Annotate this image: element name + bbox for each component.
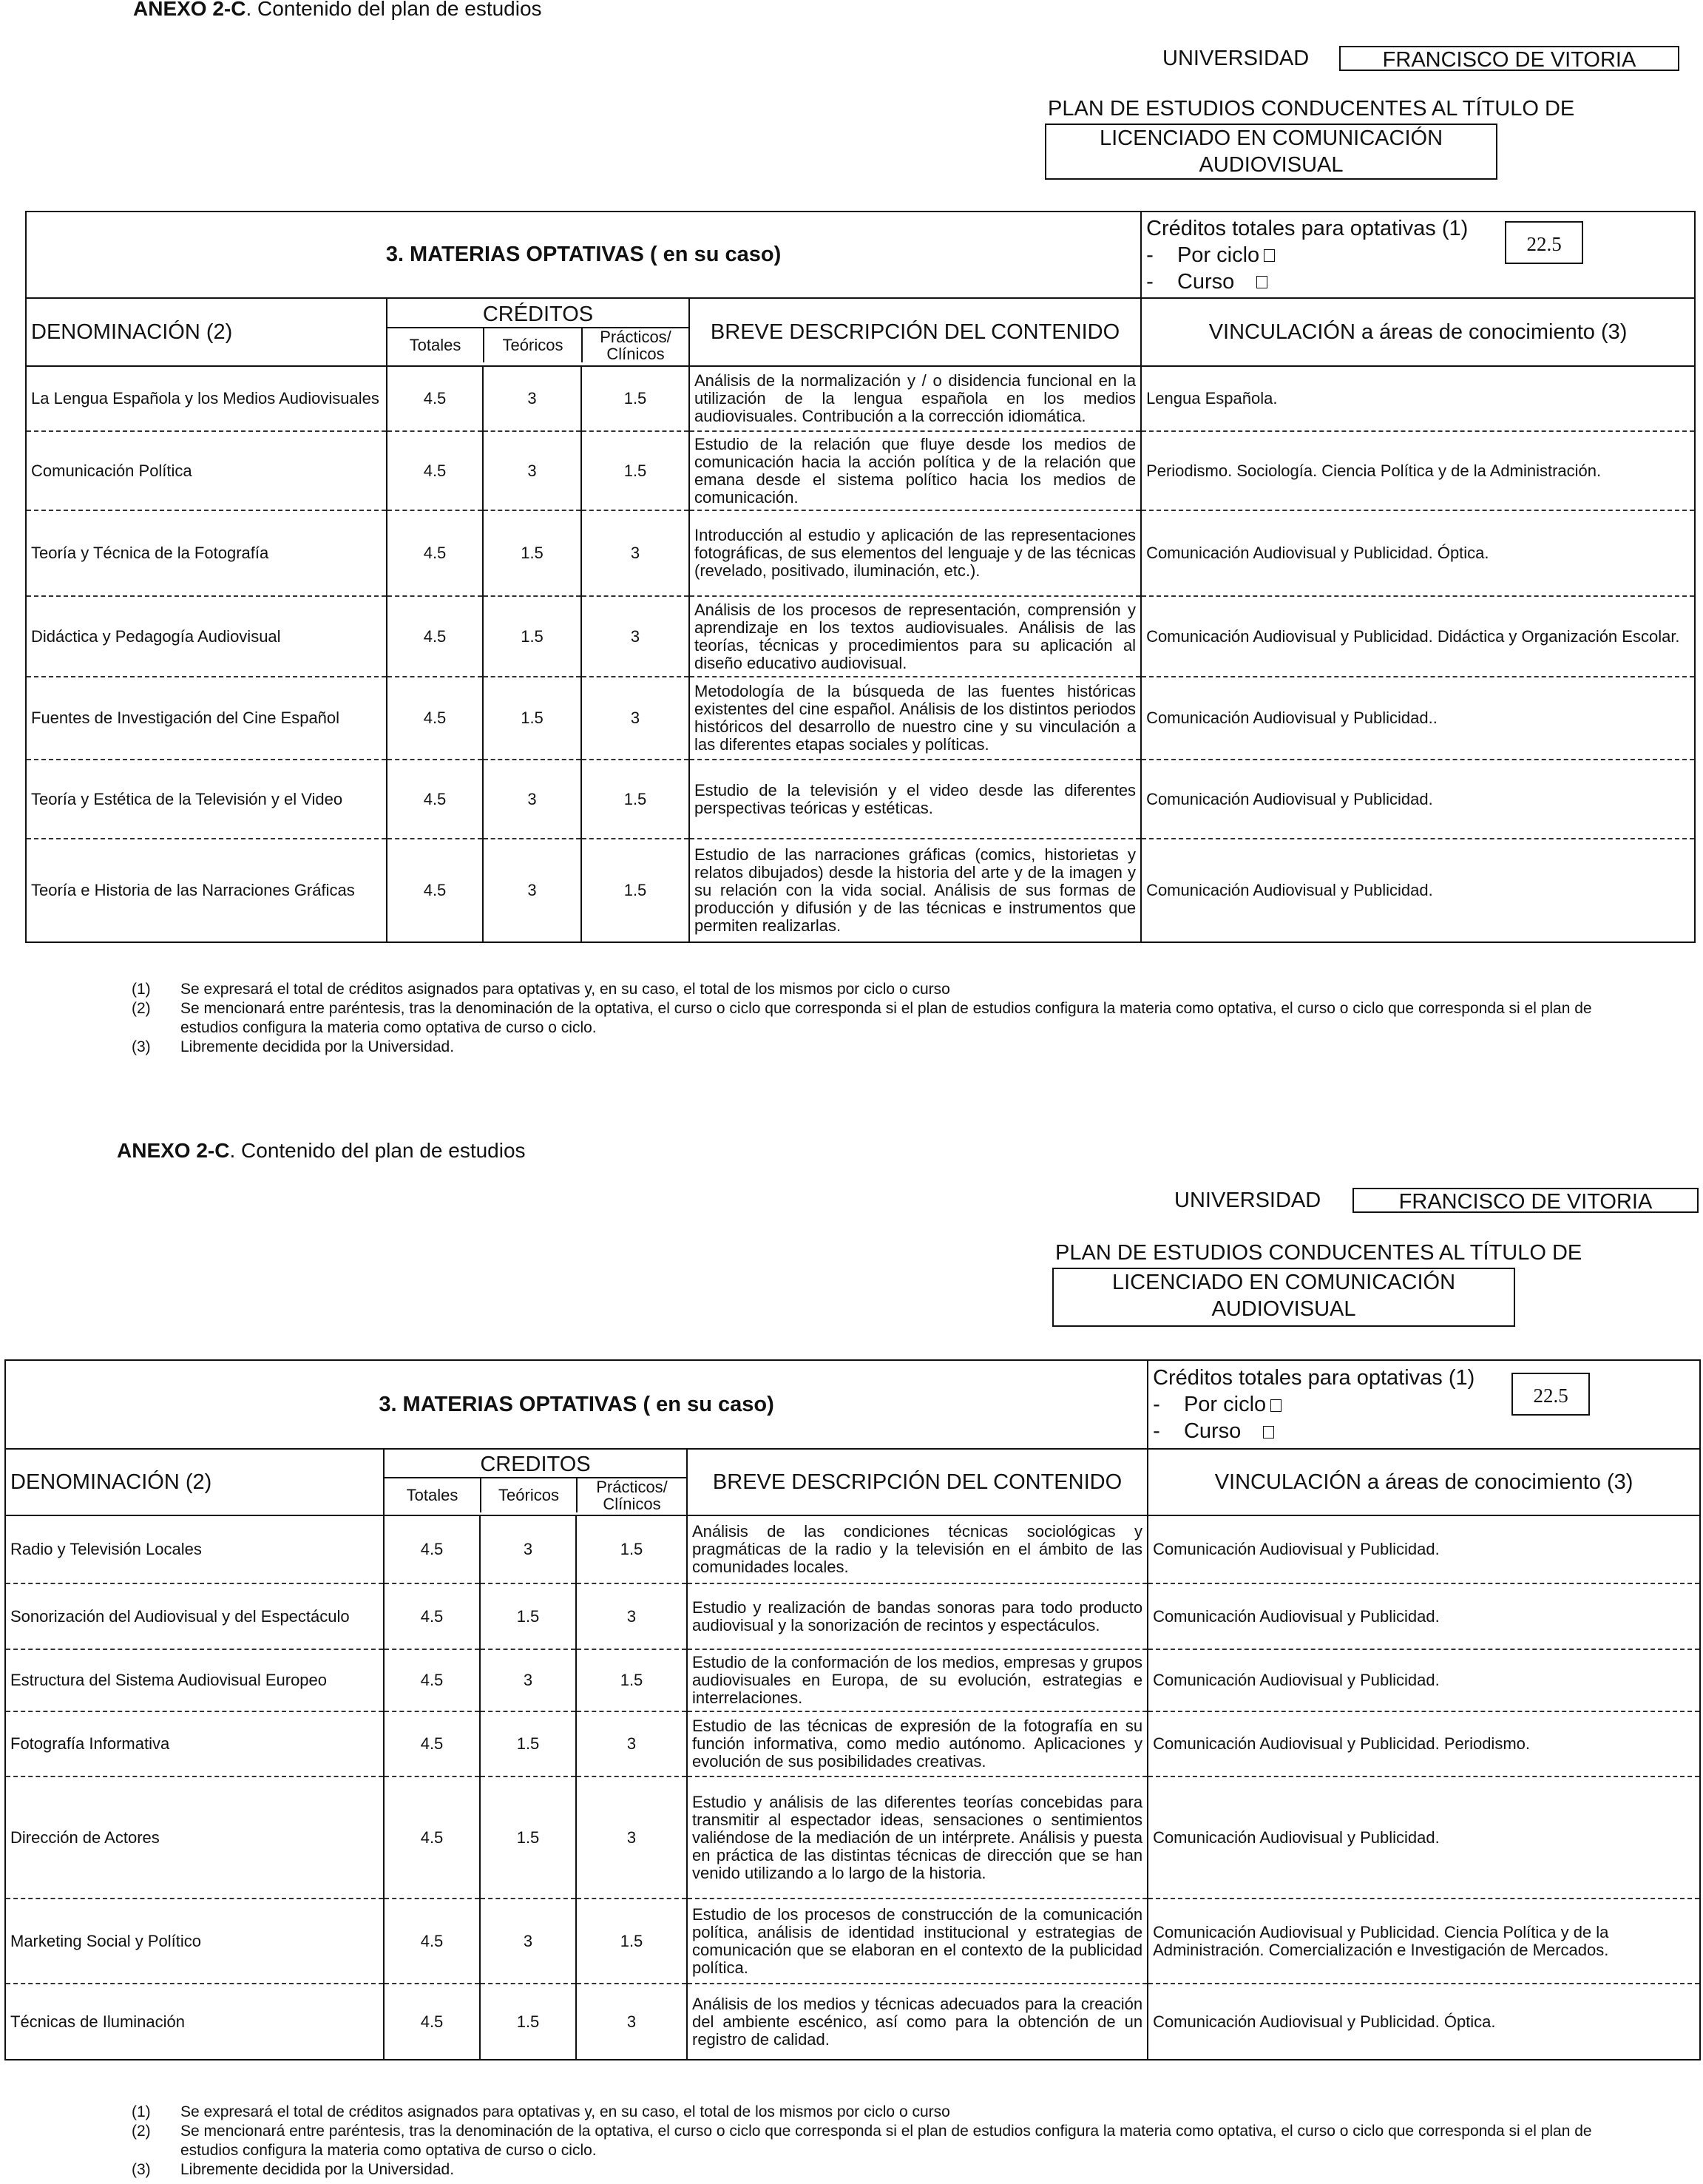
materias-title: 3. MATERIAS OPTATIVAS ( en su caso)	[26, 212, 1141, 298]
row-denominacion: Didáctica y Pedagogía Audiovisual	[26, 596, 387, 677]
curso-checkbox[interactable]	[1263, 1426, 1274, 1438]
row-totales: 4.5	[384, 1515, 480, 1583]
table-row	[5, 1899, 1700, 1984]
row-practicos: 1.5	[581, 366, 689, 431]
row-totales: 4.5	[384, 1711, 480, 1776]
creditos-totales-cell	[1148, 1360, 1700, 1449]
row-descripcion: Estudio de las narraciones gráficas (comics, historietas y relatos dibujados) desde la historia del arte y de la imagen y su relación con la vida social. Análisis de sus formas de producción y difusión y de las técnicas e instrumentos que permiten realizarlas.	[689, 839, 1141, 942]
curso-label: Curso	[1176, 269, 1235, 294]
row-totales: 4.5	[387, 596, 483, 677]
table-row	[5, 1984, 1700, 2060]
plan-label: PLAN DE ESTUDIOS CONDUCENTES AL TÍTULO DE	[1048, 97, 1575, 121]
row-descripcion: Estudio y análisis de las diferentes teorías concebidas para transmitir al espectador ideas, sensaciones o sentimientos valiéndose de la mediación de un intérprete. Análisis y puesta en práctica de las distintas técnicas de dirección que se han venido utilizando a lo largo de la historia.	[687, 1776, 1148, 1899]
titulo-line-2: AUDIOVISUAL	[1211, 1297, 1356, 1321]
row-teoricos: 1.5	[483, 510, 581, 596]
row-totales: 4.5	[387, 839, 483, 942]
row-denominacion: Teoría y Estética de la Televisión y el Video	[26, 760, 387, 839]
row-vinculacion: Lengua Española.	[1141, 366, 1695, 431]
materias-title: 3. MATERIAS OPTATIVAS ( en su caso)	[5, 1360, 1148, 1449]
row-descripcion: Estudio de los procesos de construcción de la comunicación política, análisis de identidad institucional y estrategias de comunicación que se elaboran en el contexto de la publicidad política.	[687, 1899, 1148, 1984]
col-totales: Totales	[406, 1486, 458, 1504]
row-teoricos: 3	[483, 839, 581, 942]
titulo-line-1: LICENCIADO EN COMUNICACIÓN	[1099, 126, 1443, 150]
row-totales: 4.5	[384, 1649, 480, 1711]
footnote: (3) Libremente decidida por la Universidad.	[132, 2161, 455, 2178]
universidad-label: UNIVERSIDAD	[1174, 1189, 1321, 1212]
table-row	[5, 1776, 1700, 1899]
table-row	[5, 1515, 1700, 1583]
row-denominacion: Sonorización del Audiovisual y del Espectáculo	[5, 1583, 384, 1649]
row-denominacion: Estructura del Sistema Audiovisual Europeo	[5, 1649, 384, 1711]
row-practicos: 3	[576, 1776, 687, 1899]
col-creditos-label: CREDITOS	[385, 1453, 686, 1478]
row-descripcion: Estudio de las técnicas de expresión de la fotografía en su función informativa, como medio autónomo. Aplicaciones y evolución de sus posibilidades creativas.	[687, 1711, 1148, 1776]
row-teoricos: 1.5	[480, 1776, 576, 1899]
col-creditos	[384, 1449, 687, 1515]
row-teoricos: 3	[483, 431, 581, 510]
row-vinculacion: Comunicación Audiovisual y Publicidad. Óptica.	[1141, 510, 1695, 596]
por-ciclo-checkbox[interactable]	[1270, 1399, 1282, 1412]
row-totales: 4.5	[384, 1984, 480, 2060]
row-practicos: 1.5	[576, 1649, 687, 1711]
row-totales: 4.5	[384, 1899, 480, 1984]
footnote: (3) Libremente decidida por la Universidad.	[132, 1038, 455, 1055]
col-creditos	[387, 298, 689, 366]
row-denominacion: Marketing Social y Político	[5, 1899, 384, 1984]
row-teoricos: 3	[480, 1649, 576, 1711]
col-vinculacion: VINCULACIÓN a áreas de conocimiento (3)	[1148, 1449, 1700, 1515]
row-teoricos: 1.5	[483, 596, 581, 677]
row-vinculacion: Comunicación Audiovisual y Publicidad.	[1148, 1649, 1700, 1711]
creditos-totales-label: Créditos totales para optativas (1)	[1146, 216, 1469, 240]
col-practicos: Prácticos/ Clínicos	[577, 1478, 686, 1512]
row-practicos: 1.5	[581, 760, 689, 839]
curso-line: - Curso	[1153, 1418, 1695, 1444]
row-vinculacion: Comunicación Audiovisual y Publicidad. Periodismo.	[1148, 1711, 1700, 1776]
row-vinculacion: Comunicación Audiovisual y Publicidad.	[1148, 1776, 1700, 1899]
row-vinculacion: Periodismo. Sociología. Ciencia Política y de la Administración.	[1141, 431, 1695, 510]
curso-line: - Curso	[1146, 268, 1690, 295]
titulo-box	[1045, 124, 1497, 180]
table-row	[5, 1649, 1700, 1711]
universidad-value: FRANCISCO DE VITORIA	[1352, 1188, 1699, 1213]
por-ciclo-line: - Por ciclo	[1146, 242, 1690, 268]
row-descripcion: Estudio de la televisión y el video desde las diferentes perspectivas teóricas y estéticas.	[689, 760, 1141, 839]
row-totales: 4.5	[387, 677, 483, 760]
row-practicos: 1.5	[581, 839, 689, 942]
row-practicos: 3	[581, 510, 689, 596]
footnote: (1) Se expresará el total de créditos asignados para optativas y, en su caso, el total de los mismos por ciclo o curso	[132, 2103, 950, 2120]
table-row	[26, 839, 1695, 942]
row-vinculacion: Comunicación Audiovisual y Publicidad. Didáctica y Organización Escolar.	[1141, 596, 1695, 677]
creditos-totales-value: 22.5	[1511, 1373, 1590, 1416]
table-row	[26, 596, 1695, 677]
row-denominacion: Comunicación Política	[26, 431, 387, 510]
row-teoricos: 3	[480, 1515, 576, 1583]
row-teoricos: 1.5	[480, 1711, 576, 1776]
row-practicos: 1.5	[576, 1899, 687, 1984]
row-denominacion: Técnicas de Iluminación	[5, 1984, 384, 2060]
row-practicos: 3	[581, 677, 689, 760]
col-descripcion: BREVE DESCRIPCIÓN DEL CONTENIDO	[687, 1449, 1148, 1515]
row-totales: 4.5	[387, 510, 483, 596]
table-row	[26, 366, 1695, 431]
table-row	[26, 510, 1695, 596]
curso-checkbox[interactable]	[1256, 276, 1267, 288]
row-descripcion: Introducción al estudio y aplicación de las representaciones fotográficas, de sus elementos del lenguaje y de las técnicas (revelado, positivado, iluminación, etc.).	[689, 510, 1141, 596]
row-descripcion: Estudio de la relación que fluye desde los medios de comunicación hacia la acción política y de la relación que emana desde el sistema político hacia los medios de comunicación.	[689, 431, 1141, 510]
col-descripcion: BREVE DESCRIPCIÓN DEL CONTENIDO	[689, 298, 1141, 366]
titulo-line-1: LICENCIADO EN COMUNICACIÓN	[1111, 1271, 1456, 1294]
row-practicos: 1.5	[576, 1515, 687, 1583]
row-teoricos: 3	[483, 760, 581, 839]
footnote: (1) Se expresará el total de créditos asignados para optativas y, en su caso, el total de los mismos por ciclo o curso	[132, 981, 950, 998]
row-totales: 4.5	[387, 760, 483, 839]
row-teoricos: 1.5	[480, 1984, 576, 2060]
footnote: (2) Se mencionará entre paréntesis, tras la denominación de la optativa, el curso o ciclo que corresponda si el plan de estudios configura la materia como optativa, el curso o ciclo que corresponda si el plan de estudios configura la materia como optativa de curso o ciclo.	[132, 1000, 1592, 1036]
row-teoricos: 3	[480, 1899, 576, 1984]
footnote: (2) Se mencionará entre paréntesis, tras la denominación de la optativa, el curso o ciclo que corresponda si el plan de estudios configura la materia como optativa, el curso o ciclo que corresponda si el plan de estudios configura la materia como optativa de curso o ciclo.	[132, 2123, 1592, 2159]
col-teoricos: Teóricos	[484, 328, 582, 362]
row-practicos: 3	[576, 1984, 687, 2060]
row-teoricos: 1.5	[483, 677, 581, 760]
row-denominacion: Teoría e Historia de las Narraciones Gráficas	[26, 839, 387, 942]
footnotes	[132, 980, 1603, 1057]
row-practicos: 3	[581, 596, 689, 677]
table-row	[5, 1583, 1700, 1649]
row-vinculacion: Comunicación Audiovisual y Publicidad.	[1141, 839, 1695, 942]
row-descripcion: Análisis de la normalización y / o disidencia funcional en la utilización de la lengua española en los medios audiovisuales. Contribución a la corrección idiomática.	[689, 366, 1141, 431]
plan-label: PLAN DE ESTUDIOS CONDUCENTES AL TÍTULO DE	[1055, 1241, 1582, 1265]
row-denominacion: Radio y Televisión Locales	[5, 1515, 384, 1583]
col-teoricos: Teóricos	[481, 1478, 577, 1512]
row-denominacion: Fuentes de Investigación del Cine Español	[26, 677, 387, 760]
annex-heading: ANEXO 2-C. Contenido del plan de estudios	[117, 1139, 526, 1162]
row-vinculacion: Comunicación Audiovisual y Publicidad. Ciencia Política y de la Administración. Comercialización e Investigación de Mercados.	[1148, 1899, 1700, 1984]
creditos-totales-cell	[1141, 212, 1695, 298]
row-denominacion: Fotografía Informativa	[5, 1711, 384, 1776]
row-descripcion: Análisis de las condiciones técnicas sociológicas y pragmáticas de la radio y la televisión en el ámbito de las comunidades locales.	[687, 1515, 1148, 1583]
col-totales: Totales	[409, 336, 461, 354]
row-totales: 4.5	[384, 1583, 480, 1649]
col-creditos-label: CRÉDITOS	[387, 302, 688, 328]
row-denominacion: Teoría y Técnica de la Fotografía	[26, 510, 387, 596]
universidad-label: UNIVERSIDAD	[1162, 47, 1310, 70]
row-descripcion: Estudio de la conformación de los medios, empresas y grupos audiovisuales en Europa, de su evolución, estrategias e interrelaciones.	[687, 1649, 1148, 1711]
row-descripcion: Estudio y realización de bandas sonoras para todo producto audiovisual y la sonorización de recintos y espectáculos.	[687, 1583, 1148, 1649]
row-descripcion: Metodología de la búsqueda de las fuentes históricas existentes del cine español. Análisis de los distintos periodos históricos del desarrollo de nuestro cine y su vinculación a las diferentes etapas sociales y políticas.	[689, 677, 1141, 760]
creditos-totales-value: 22.5	[1505, 221, 1583, 264]
table-row	[5, 1711, 1700, 1776]
titulo-box	[1052, 1268, 1515, 1327]
table-row	[26, 760, 1695, 839]
row-teoricos: 1.5	[480, 1583, 576, 1649]
universidad-value: FRANCISCO DE VITORIA	[1339, 46, 1679, 71]
col-practicos: Prácticos/ Clínicos	[582, 328, 688, 362]
por-ciclo-checkbox[interactable]	[1264, 249, 1275, 262]
table-row	[26, 431, 1695, 510]
row-descripcion: Análisis de los procesos de representación, comprensión y aprendizaje en los textos audiovisuales. Análisis de las teorías, técnicas y procedimientos para su aplicación al diseño educativo audiovisual.	[689, 596, 1141, 677]
materias-table	[25, 211, 1696, 943]
row-vinculacion: Comunicación Audiovisual y Publicidad.	[1148, 1583, 1700, 1649]
titulo-line-2: AUDIOVISUAL	[1199, 153, 1344, 177]
col-denominacion: DENOMINACIÓN (2)	[26, 298, 387, 366]
row-practicos: 3	[576, 1711, 687, 1776]
row-descripcion: Análisis de los medios y técnicas adecuados para la creación del ambiente escénico, así como para la obtención de un registro de calidad.	[687, 1984, 1148, 2060]
por-ciclo-label: Por ciclo	[1176, 243, 1260, 267]
row-totales: 4.5	[384, 1776, 480, 1899]
por-ciclo-label: Por ciclo	[1183, 1393, 1267, 1416]
row-vinculacion: Comunicación Audiovisual y Publicidad.	[1148, 1515, 1700, 1583]
row-totales: 4.5	[387, 431, 483, 510]
materias-table	[4, 1359, 1701, 2060]
row-vinculacion: Comunicación Audiovisual y Publicidad. Óptica.	[1148, 1984, 1700, 2060]
por-ciclo-line: - Por ciclo	[1153, 1391, 1695, 1418]
curso-label: Curso	[1183, 1419, 1242, 1443]
table-row	[26, 677, 1695, 760]
row-totales: 4.5	[387, 366, 483, 431]
footnotes	[132, 2103, 1611, 2180]
col-denominacion: DENOMINACIÓN (2)	[5, 1449, 384, 1515]
col-vinculacion: VINCULACIÓN a áreas de conocimiento (3)	[1141, 298, 1695, 366]
annex-heading: ANEXO 2-C. Contenido del plan de estudios	[133, 0, 542, 20]
row-practicos: 3	[576, 1583, 687, 1649]
row-vinculacion: Comunicación Audiovisual y Publicidad..	[1141, 677, 1695, 760]
creditos-totales-label: Créditos totales para optativas (1)	[1153, 1366, 1475, 1390]
row-practicos: 1.5	[581, 431, 689, 510]
row-vinculacion: Comunicación Audiovisual y Publicidad.	[1141, 760, 1695, 839]
row-teoricos: 3	[483, 366, 581, 431]
row-denominacion: La Lengua Española y los Medios Audiovisuales	[26, 366, 387, 431]
row-denominacion: Dirección de Actores	[5, 1776, 384, 1899]
